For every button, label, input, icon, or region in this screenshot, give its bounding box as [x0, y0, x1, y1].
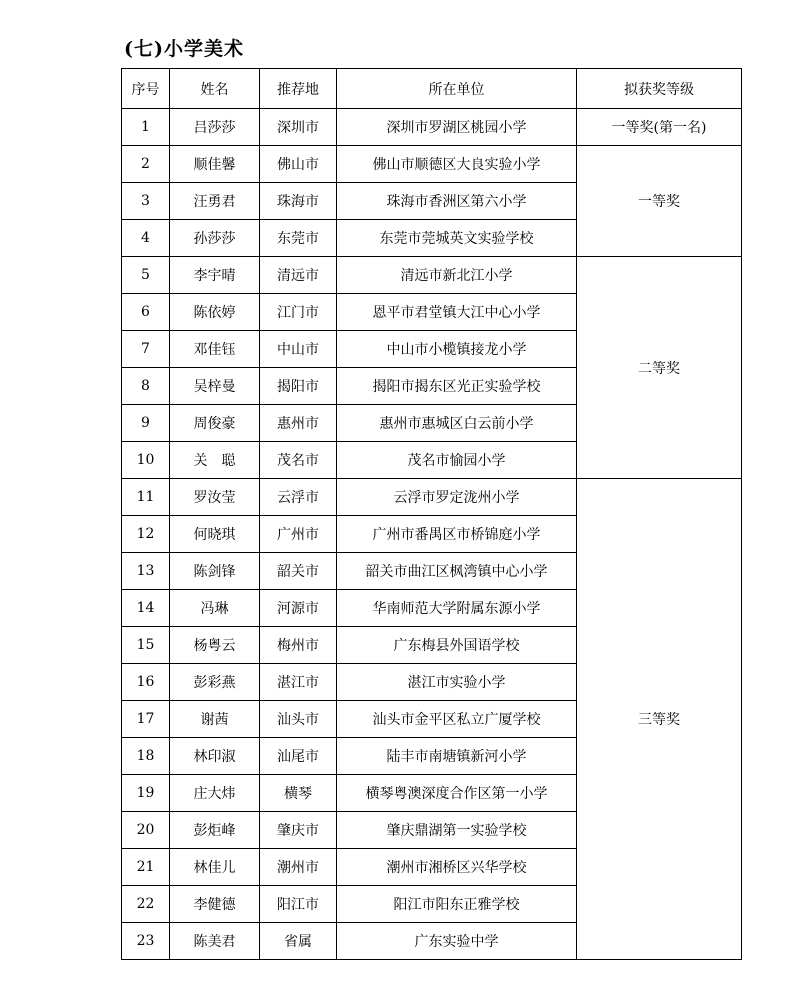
- cell-no: 16: [122, 664, 170, 701]
- cell-place: 江门市: [260, 294, 337, 331]
- header-unit: 所在单位: [337, 69, 577, 109]
- cell-no: 9: [122, 405, 170, 442]
- cell-name: 邓佳钰: [170, 331, 260, 368]
- cell-no: 17: [122, 701, 170, 738]
- cell-name: 何晓琪: [170, 516, 260, 553]
- table-header: [122, 69, 742, 109]
- cell-name: 关 聪: [170, 442, 260, 479]
- cell-name: 林印淑: [170, 738, 260, 775]
- cell-no: 2: [122, 146, 170, 183]
- cell-unit: 珠海市香洲区第六小学: [337, 183, 577, 220]
- cell-unit: 阳江市阳东正雅学校: [337, 886, 577, 923]
- table-row: [122, 479, 742, 516]
- cell-name: 陈剑锋: [170, 553, 260, 590]
- cell-name: 罗汝莹: [170, 479, 260, 516]
- cell-name: 吴梓曼: [170, 368, 260, 405]
- cell-place: 佛山市: [260, 146, 337, 183]
- award-cell: 一等奖: [577, 146, 742, 257]
- cell-place: 揭阳市: [260, 368, 337, 405]
- cell-no: 1: [122, 109, 170, 146]
- header-no: 序号: [122, 69, 170, 109]
- cell-place: 横琴: [260, 775, 337, 812]
- cell-place: 茂名市: [260, 442, 337, 479]
- table-row: [122, 257, 742, 294]
- cell-unit: 佛山市顺德区大良实验小学: [337, 146, 577, 183]
- cell-name: 李健德: [170, 886, 260, 923]
- cell-unit: 韶关市曲江区枫湾镇中心小学: [337, 553, 577, 590]
- cell-place: 中山市: [260, 331, 337, 368]
- cell-name: 杨粤云: [170, 627, 260, 664]
- cell-no: 12: [122, 516, 170, 553]
- cell-no: 5: [122, 257, 170, 294]
- cell-no: 13: [122, 553, 170, 590]
- cell-unit: 深圳市罗湖区桃园小学: [337, 109, 577, 146]
- cell-unit: 恩平市君堂镇大江中心小学: [337, 294, 577, 331]
- table-row: [122, 109, 742, 146]
- cell-name: 孙莎莎: [170, 220, 260, 257]
- cell-unit: 陆丰市南塘镇新河小学: [337, 738, 577, 775]
- award-table: [121, 68, 742, 960]
- header-award: 拟获奖等级: [577, 69, 742, 109]
- table-row: [122, 146, 742, 183]
- cell-name: 陈美君: [170, 923, 260, 960]
- cell-name: 李宇晴: [170, 257, 260, 294]
- cell-place: 省属: [260, 923, 337, 960]
- cell-name: 彭炬峰: [170, 812, 260, 849]
- cell-unit: 云浮市罗定泷州小学: [337, 479, 577, 516]
- cell-place: 湛江市: [260, 664, 337, 701]
- cell-no: 6: [122, 294, 170, 331]
- cell-place: 汕头市: [260, 701, 337, 738]
- cell-no: 20: [122, 812, 170, 849]
- cell-place: 深圳市: [260, 109, 337, 146]
- cell-place: 广州市: [260, 516, 337, 553]
- cell-name: 陈依婷: [170, 294, 260, 331]
- cell-name: 庄大炜: [170, 775, 260, 812]
- cell-place: 清远市: [260, 257, 337, 294]
- cell-name: 谢茜: [170, 701, 260, 738]
- cell-unit: 中山市小榄镇接龙小学: [337, 331, 577, 368]
- cell-name: 吕莎莎: [170, 109, 260, 146]
- cell-unit: 茂名市愉园小学: [337, 442, 577, 479]
- cell-no: 19: [122, 775, 170, 812]
- cell-place: 珠海市: [260, 183, 337, 220]
- cell-unit: 华南师范大学附属东源小学: [337, 590, 577, 627]
- cell-place: 惠州市: [260, 405, 337, 442]
- cell-unit: 广东实验中学: [337, 923, 577, 960]
- cell-no: 4: [122, 220, 170, 257]
- cell-unit: 惠州市惠城区白云前小学: [337, 405, 577, 442]
- cell-place: 河源市: [260, 590, 337, 627]
- cell-unit: 横琴粤澳深度合作区第一小学: [337, 775, 577, 812]
- cell-name: 周俊豪: [170, 405, 260, 442]
- cell-unit: 东莞市莞城英文实验学校: [337, 220, 577, 257]
- cell-no: 23: [122, 923, 170, 960]
- cell-no: 14: [122, 590, 170, 627]
- section-title: (七)小学美术: [124, 38, 244, 60]
- cell-unit: 广东梅县外国语学校: [337, 627, 577, 664]
- header-name: 姓名: [170, 69, 260, 109]
- cell-unit: 潮州市湘桥区兴华学校: [337, 849, 577, 886]
- cell-unit: 揭阳市揭东区光正实验学校: [337, 368, 577, 405]
- cell-unit: 清远市新北江小学: [337, 257, 577, 294]
- cell-no: 7: [122, 331, 170, 368]
- cell-place: 汕尾市: [260, 738, 337, 775]
- cell-no: 10: [122, 442, 170, 479]
- cell-no: 8: [122, 368, 170, 405]
- cell-place: 东莞市: [260, 220, 337, 257]
- cell-place: 阳江市: [260, 886, 337, 923]
- cell-no: 11: [122, 479, 170, 516]
- table-body: [122, 109, 742, 960]
- cell-no: 18: [122, 738, 170, 775]
- cell-no: 21: [122, 849, 170, 886]
- cell-name: 彭彩燕: [170, 664, 260, 701]
- cell-unit: 湛江市实验小学: [337, 664, 577, 701]
- cell-place: 潮州市: [260, 849, 337, 886]
- cell-unit: 广州市番禺区市桥锦庭小学: [337, 516, 577, 553]
- cell-place: 云浮市: [260, 479, 337, 516]
- cell-no: 3: [122, 183, 170, 220]
- award-cell: 二等奖: [577, 257, 742, 479]
- cell-place: 梅州市: [260, 627, 337, 664]
- cell-unit: 汕头市金平区私立广厦学校: [337, 701, 577, 738]
- cell-name: 冯琳: [170, 590, 260, 627]
- cell-place: 肇庆市: [260, 812, 337, 849]
- cell-name: 林佳儿: [170, 849, 260, 886]
- cell-place: 韶关市: [260, 553, 337, 590]
- award-cell: 一等奖(第一名): [577, 109, 742, 146]
- cell-name: 汪勇君: [170, 183, 260, 220]
- cell-name: 顺佳馨: [170, 146, 260, 183]
- header-place: 推荐地: [260, 69, 337, 109]
- cell-no: 15: [122, 627, 170, 664]
- header-row: [122, 69, 742, 109]
- cell-no: 22: [122, 886, 170, 923]
- award-cell: 三等奖: [577, 479, 742, 960]
- cell-unit: 肇庆鼎湖第一实验学校: [337, 812, 577, 849]
